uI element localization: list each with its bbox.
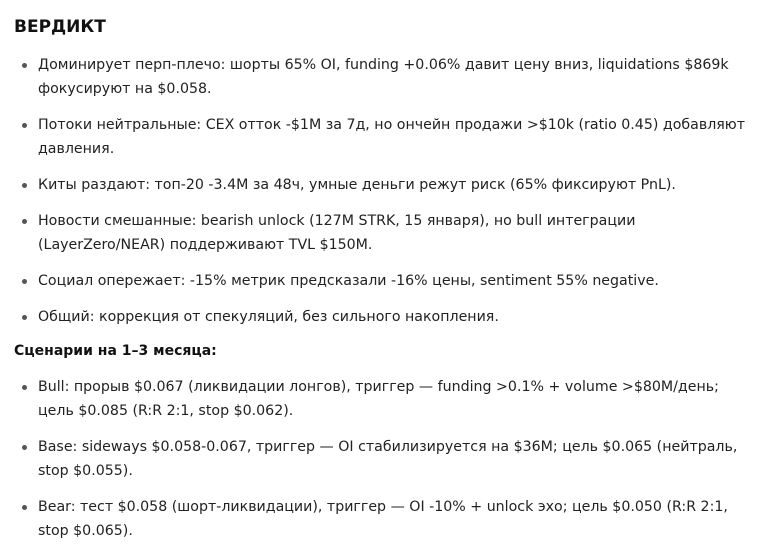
bullet-icon [22,123,27,128]
list-item-text: Потоки нейтральные: CEX отток -$1M за 7д, но ончейн продажи >$10k (ratio 0.45) добавляют давления. [38,117,746,157]
list-item [14,113,748,161]
list-item-text: Новости смешанные: bearish unlock (127M STRK, 15 января), но bull интеграции (LayerZero/NEAR) поддерживают TVL $150M. [38,213,636,253]
verdict-list [14,53,748,329]
list-item [14,435,748,483]
list-item [14,173,748,197]
list-item-text: Киты раздают: топ-20 -3.4M за 48ч, умные деньги режут риск (65% фиксируют PnL). [38,177,676,193]
list-item [14,495,748,543]
list-item-text: Социал опережает: -15% метрик предсказали -16% цены, sentiment 55% negative. [38,273,659,289]
list-item [14,305,748,329]
scenarios-heading: Сценарии на 1–3 месяца: [14,343,217,359]
bullet-icon [22,219,27,224]
list-item-text: Общий: коррекция от спекуляций, без сильного накопления. [38,309,499,325]
bullet-icon [22,279,27,284]
list-item [14,53,748,101]
list-item [14,375,748,423]
list-item [14,209,748,257]
list-item-text: Доминирует перп-плечо: шорты 65% OI, funding +0.06% давит цену вниз, liquidations $869k фокусируют на $0.058. [38,57,729,97]
bullet-icon [22,385,27,390]
list-item-text: Base: sideways $0.058-0.067, триггер — OI стабилизируется на $36M; цель $0.065 (нейтраль, stop $0.055). [38,439,738,479]
bullet-icon [22,183,27,188]
bullet-icon [22,63,27,68]
bullet-icon [22,445,27,450]
list-item-text: Bear: тест $0.058 (шорт-ликвидации), триггер — OI -10% + unlock эхо; цель $0.050 (R:R 2:1, stop $0.065). [38,499,728,539]
list-item [14,269,748,293]
list-item-text: Bull: прорыв $0.067 (ликвидации лонгов), триггер — funding >0.1% + volume >$80M/день; цель $0.085 (R:R 2:1, stop $0.062). [38,379,719,419]
scenarios-list [14,375,748,543]
bullet-icon [22,315,27,320]
bullet-icon [22,505,27,510]
verdict-heading: ВЕРДИКТ [14,17,106,37]
